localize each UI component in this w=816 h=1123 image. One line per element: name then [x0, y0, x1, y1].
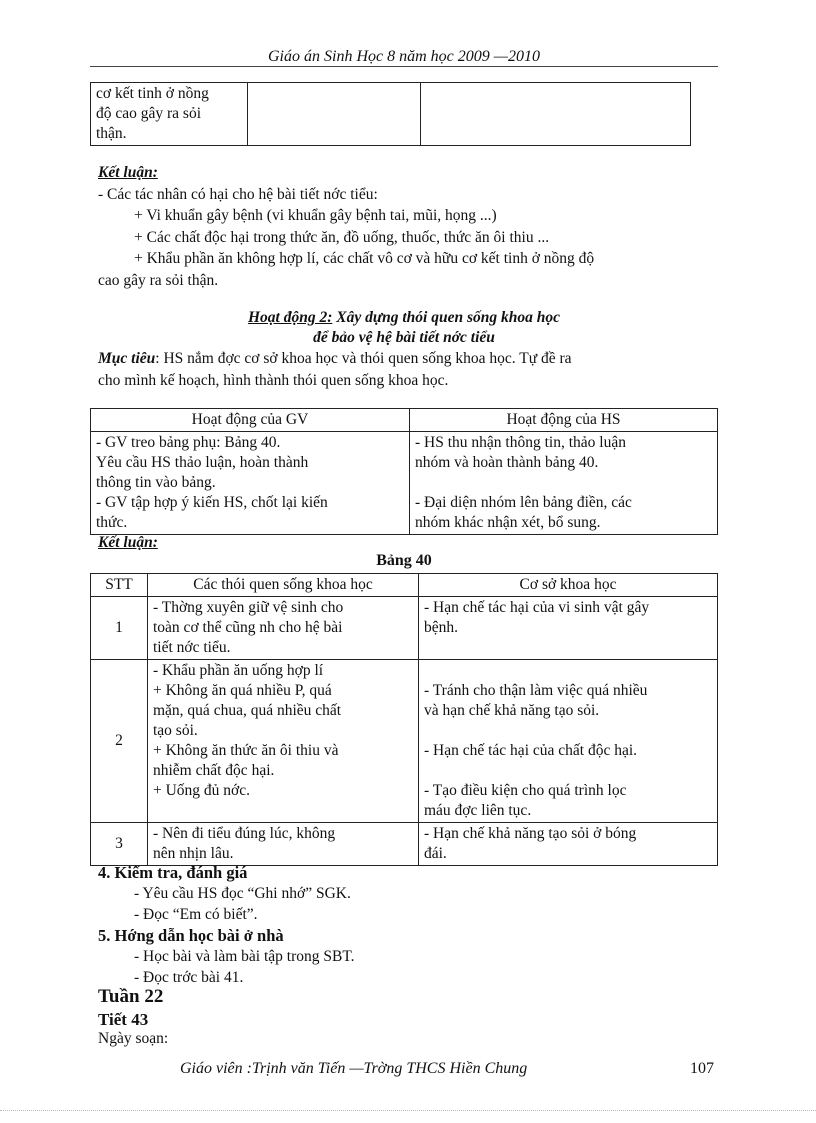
- habit-line: - Thờng xuyên giữ vệ sinh cho: [153, 599, 344, 616]
- section-4-item: - Yêu cầu HS đọc “Ghi nhớ” SGK.: [134, 885, 351, 902]
- basis-line: và hạn chế khả năng tạo sỏi.: [424, 702, 600, 719]
- table-row: [91, 660, 718, 823]
- col-habits: Các thói quen sống khoa học: [148, 574, 419, 597]
- habit-line: + Không ăn quá nhiều P, quá: [153, 682, 332, 699]
- objective: [98, 348, 718, 391]
- gv-line: thông tin vào bảng.: [96, 474, 216, 491]
- conclusion-item: + Khẩu phần ăn không hợp lí, các chất vô cơ và hữu cơ kết tinh ở nồng độ: [134, 250, 595, 267]
- continued-cell-2: [248, 83, 421, 146]
- section-5-item: - Học bài và làm bài tập trong SBT.: [134, 948, 355, 965]
- section-5-heading: 5. Hớng dẫn học bài ở nhà: [98, 926, 284, 945]
- basis-line: [424, 721, 712, 741]
- conclusion-intro: - Các tác nhân có hại cho hệ bài tiết nớc tiểu:: [98, 185, 378, 203]
- row-stt: 2: [91, 660, 148, 823]
- section-4-heading: 4. Kiểm tra, đánh giá: [98, 863, 248, 882]
- gv-line: Yêu cầu HS thảo luận, hoàn thành: [96, 454, 309, 471]
- basis-line: - Hạn chế khả năng tạo sỏi ở bóng: [424, 825, 637, 842]
- basis-line: bệnh.: [424, 619, 459, 636]
- habit-line: toàn cơ thể cũng nh cho hệ bài: [153, 619, 343, 636]
- basis-line: - Tránh cho thận làm việc quá nhiều: [424, 682, 648, 699]
- habit-line: mặn, quá chua, quá nhiều chất: [153, 702, 342, 719]
- row-stt: 3: [91, 823, 148, 866]
- objective-label: Mục tiêu: [98, 350, 156, 367]
- gv-line: - GV tập hợp ý kiến HS, chốt lại kiến: [96, 494, 328, 511]
- footer-text: Giáo viên :Trịnh văn Tiến —Trờng THCS Hiền Chung: [180, 1060, 528, 1077]
- header-hs: Hoạt động của HS: [410, 409, 718, 432]
- basis-line: máu đợc liên tục.: [424, 802, 532, 819]
- habit-line: tạo sỏi.: [153, 722, 198, 739]
- objective-line-2: cho mình kế hoạch, hình thành thói quen sống khoa học.: [98, 371, 449, 389]
- col-stt: STT: [91, 574, 148, 597]
- habit-line: nên nhịn lâu.: [153, 845, 234, 862]
- conclusion-heading: Kết luận:: [98, 164, 158, 181]
- lesson-label: Tiết 43: [98, 1010, 149, 1029]
- habit-line: - Khẩu phần ăn uống hợp lí: [153, 662, 324, 679]
- basis-line: - Tạo điều kiện cho quá trình lọc: [424, 782, 627, 799]
- habit-line: - Nên đi tiểu đúng lúc, không: [153, 825, 336, 842]
- basis-line: [424, 761, 712, 781]
- basis-line: - Hạn chế tác hại của chất độc hại.: [424, 742, 638, 759]
- continued-line: độ cao gây ra sỏi: [96, 105, 202, 122]
- header-divider: [90, 66, 718, 67]
- section-5: [98, 925, 718, 988]
- conclusion-continuation: cao gây ra sỏi thận.: [98, 271, 219, 289]
- hs-line: [415, 473, 712, 493]
- gv-line: thức.: [96, 514, 128, 531]
- hs-line: nhóm và hoàn thành bảng 40.: [415, 454, 599, 471]
- row-habits: [148, 823, 419, 866]
- activity-2-label: Hoạt động 2:: [247, 309, 333, 326]
- conclusion-item: + Các chất độc hại trong thức ăn, đồ uống, thuốc, thức ăn ôi thiu ...: [134, 228, 550, 246]
- basis-line: [424, 661, 712, 681]
- table-row: [91, 597, 718, 660]
- gv-line: - GV treo bảng phụ: Bảng 40.: [96, 434, 281, 451]
- hs-line: - HS thu nhận thông tin, thảo luận: [415, 434, 626, 451]
- table-40: [90, 573, 718, 866]
- page-header-title: Giáo án Sinh Học 8 năm học 2009 —2010: [268, 48, 540, 65]
- conclusion-1: [98, 162, 718, 291]
- continued-line: cơ kết tinh ở nồng: [96, 85, 209, 102]
- row-basis: [419, 597, 718, 660]
- conclusion-2-heading: Kết luận:: [98, 534, 158, 551]
- row-basis: [419, 823, 718, 866]
- continued-line: thận.: [96, 125, 127, 142]
- habit-line: tiết nớc tiểu.: [153, 639, 231, 656]
- gv-cell: [91, 432, 410, 535]
- basis-line: đái.: [424, 845, 447, 862]
- col-basis: Cơ sở khoa học: [419, 574, 718, 597]
- page-bottom-rule: [0, 1110, 816, 1111]
- activity-2-title-line-1: Xây dựng thói quen sống khoa học: [332, 309, 561, 326]
- activity-2-title-line-2: để bảo vệ hệ bài tiết nớc tiểu: [313, 329, 495, 346]
- continued-cell-3: [421, 83, 691, 146]
- objective-text: : HS nắm đợc cơ sở khoa học và thói quen sống khoa học. Tự đề ra: [155, 350, 572, 367]
- row-stt: 1: [91, 597, 148, 660]
- date-label: Ngày soạn:: [98, 1030, 169, 1047]
- section-4-item: - Đọc “Em có biết”.: [134, 906, 258, 923]
- basis-line: - Hạn chế tác hại của vi sinh vật gây: [424, 599, 650, 616]
- section-5-item: - Đọc trớc bài 41.: [134, 969, 244, 986]
- hs-line: - Đại diện nhóm lên bảng điền, các: [415, 494, 632, 511]
- week-label: Tuần 22: [98, 986, 164, 1007]
- row-basis: [419, 660, 718, 823]
- table-40-title: Bảng 40: [376, 552, 432, 569]
- hs-line: nhóm khác nhận xét, bổ sung.: [415, 514, 601, 531]
- hs-cell: [410, 432, 718, 535]
- header-gv: Hoạt động của GV: [91, 409, 410, 432]
- habit-line: + Không ăn thức ăn ôi thiu và: [153, 742, 339, 759]
- conclusion-item: + Vi khuẩn gây bệnh (vi khuẩn gây bệnh tai, mũi, họng ...): [134, 207, 497, 224]
- row-habits: [148, 597, 419, 660]
- section-4: [98, 862, 718, 925]
- activity-2-title: [90, 308, 718, 348]
- habit-line: + Uống đủ nớc.: [153, 782, 251, 799]
- continued-cell-1: [91, 83, 248, 146]
- table-row: [91, 823, 718, 866]
- page-number: 107: [690, 1060, 714, 1077]
- continued-table: [90, 82, 691, 146]
- habit-line: nhiễm chất độc hại.: [153, 762, 275, 779]
- row-habits: [148, 660, 419, 823]
- activity-table: [90, 408, 718, 535]
